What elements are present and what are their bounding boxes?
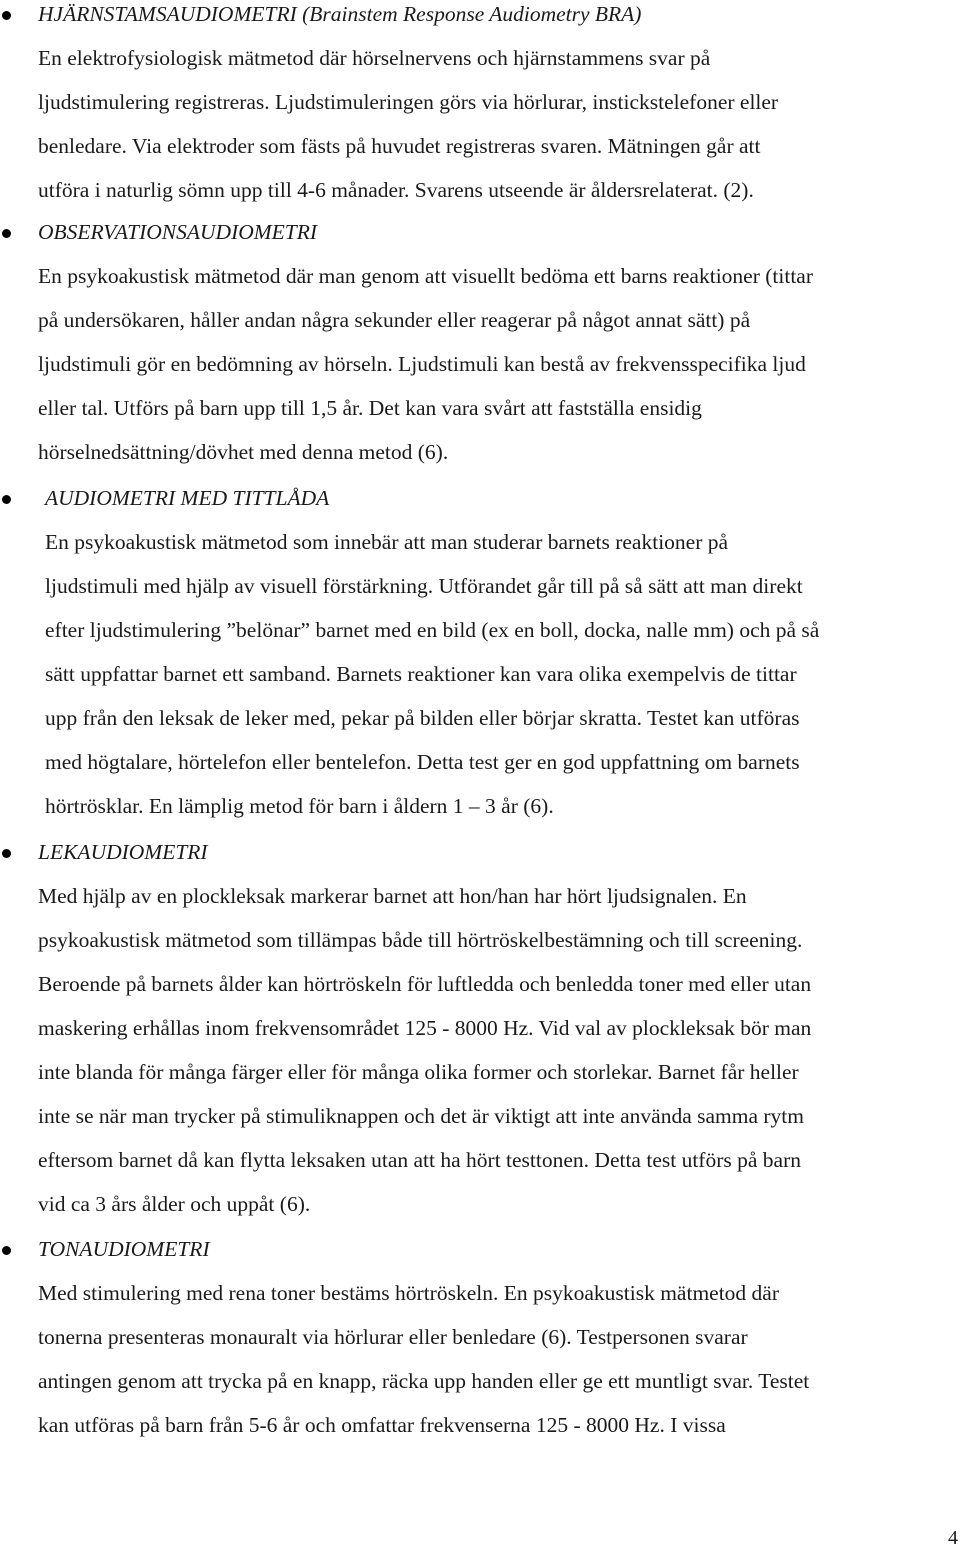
paragraph-line: eller tal. Utförs på barn upp till 1,5 år. Det kan vara svårt att fastställa ensidig bbox=[38, 396, 702, 420]
paragraph-line: Med stimulering med rena toner bestäms hörtröskeln. En psykoakustisk mätmetod där bbox=[38, 1281, 780, 1305]
paragraph-line: inte blanda för många färger eller för många olika former och storlekar. Barnet får heller bbox=[38, 1060, 799, 1084]
paragraph-line: Beroende på barnets ålder kan hörtröskeln för luftledda och benledda toner med eller utan bbox=[38, 972, 812, 996]
paragraph-line: psykoakustisk mätmetod som tillämpas både till hörtröskelbestämning och till screening. bbox=[38, 928, 803, 952]
paragraph-line: En elektrofysiologisk mätmetod där hörselnervens och hjärnstammens svar på bbox=[38, 46, 711, 70]
paragraph-line: upp från den leksak de leker med, pekar på bilden eller börjar skratta. Testet kan utföras bbox=[45, 706, 800, 730]
paragraph-line: ljudstimuli med hjälp av visuell förstärkning. Utförandet går till på så sätt att man direkt bbox=[45, 574, 803, 598]
bullet-icon bbox=[2, 849, 11, 858]
section-body bbox=[45, 476, 819, 828]
section-body bbox=[38, 0, 778, 212]
section-lekaudiometri bbox=[0, 830, 815, 1226]
paragraph-line: En psykoakustisk mätmetod som innebär att man studerar barnets reaktioner på bbox=[45, 530, 729, 554]
paragraph-line: med högtalare, hörtelefon eller bentelefon. Detta test ger en god uppfattning om barnets bbox=[45, 750, 800, 774]
paragraph-line: Med hjälp av en plockleksak markerar barnet att hon/han har hört ljudsignalen. En bbox=[38, 884, 747, 908]
paragraph-line: på undersökaren, håller andan några sekunder eller reagerar på något annat sätt) på bbox=[38, 308, 751, 332]
section-body bbox=[38, 210, 813, 474]
paragraph-line: hörtrösklar. En lämplig metod för barn i åldern 1 – 3 år (6). bbox=[45, 794, 554, 818]
paragraph-line: kan utföras på barn från 5-6 år och omfattar frekvenserna 125 - 8000 Hz. I vissa bbox=[38, 1413, 726, 1437]
paragraph-line: inte se när man trycker på stimuliknappen och det är viktigt att inte använda samma rytm bbox=[38, 1104, 805, 1128]
bullet-icon bbox=[2, 229, 11, 238]
section-body bbox=[38, 830, 811, 1226]
paragraph-line: utföra i naturlig sömn upp till 4-6 månader. Svarens utseende är åldersrelaterat. (2). bbox=[38, 178, 754, 202]
paragraph-line: eftersom barnet då kan flytta leksaken utan att ha hört testtonen. Detta test utförs på barn bbox=[38, 1148, 801, 1172]
section-heading: TONAUDIOMETRI bbox=[38, 1237, 210, 1261]
paragraph-line: efter ljudstimulering ”belönar” barnet med en bild (ex en boll, docka, nalle mm) och på så bbox=[45, 618, 820, 642]
paragraph-line: maskering erhållas inom frekvensområdet 125 - 8000 Hz. Vid val av plockleksak bör man bbox=[38, 1016, 812, 1040]
section-body bbox=[38, 1227, 809, 1447]
paragraph-line: vid ca 3 års ålder och uppåt (6). bbox=[38, 1192, 311, 1216]
paragraph-line: ljudstimulering registreras. Ljudstimuleringen görs via hörlurar, instickstelefoner eller bbox=[38, 90, 779, 114]
paragraph-line: hörselnedsättning/dövhet med denna metod (6). bbox=[38, 440, 449, 464]
section-hjarnstamsaudiometri bbox=[0, 0, 782, 212]
section-heading: HJÄRNSTAMSAUDIOMETRI (Brainstem Response Audiometry BRA) bbox=[38, 2, 642, 26]
paragraph-line: benledare. Via elektroder som fästs på huvudet registreras svaren. Mätningen går att bbox=[38, 134, 761, 158]
bullet-icon bbox=[2, 11, 11, 20]
section-heading: OBSERVATIONSAUDIOMETRI bbox=[38, 220, 318, 244]
page-number: 4 bbox=[948, 1527, 958, 1549]
section-tonaudiometri bbox=[0, 1227, 813, 1447]
bullet-icon bbox=[2, 495, 11, 504]
section-observationsaudiometri bbox=[0, 210, 817, 474]
bullet-icon bbox=[2, 1246, 11, 1255]
section-heading: AUDIOMETRI MED TITTLÅDA bbox=[45, 486, 330, 510]
paragraph-line: ljudstimuli gör en bedömning av hörseln. Ljudstimuli kan bestå av frekvensspecifika ljud bbox=[38, 352, 806, 376]
paragraph-line: tonerna presenteras monauralt via hörlurar eller benledare (6). Testpersonen svarar bbox=[38, 1325, 748, 1349]
paragraph-line: sätt uppfattar barnet ett samband. Barnets reaktioner kan vara olika exempelvis de tittar bbox=[45, 662, 797, 686]
paragraph-line: En psykoakustisk mätmetod där man genom att visuellt bedöma ett barns reaktioner (tittar bbox=[38, 264, 813, 288]
paragraph-line: antingen genom att trycka på en knapp, räcka upp handen eller ge ett muntligt svar. Testet bbox=[38, 1369, 810, 1393]
section-audiometri-med-tittlada bbox=[0, 476, 823, 828]
section-heading: LEKAUDIOMETRI bbox=[38, 840, 208, 864]
